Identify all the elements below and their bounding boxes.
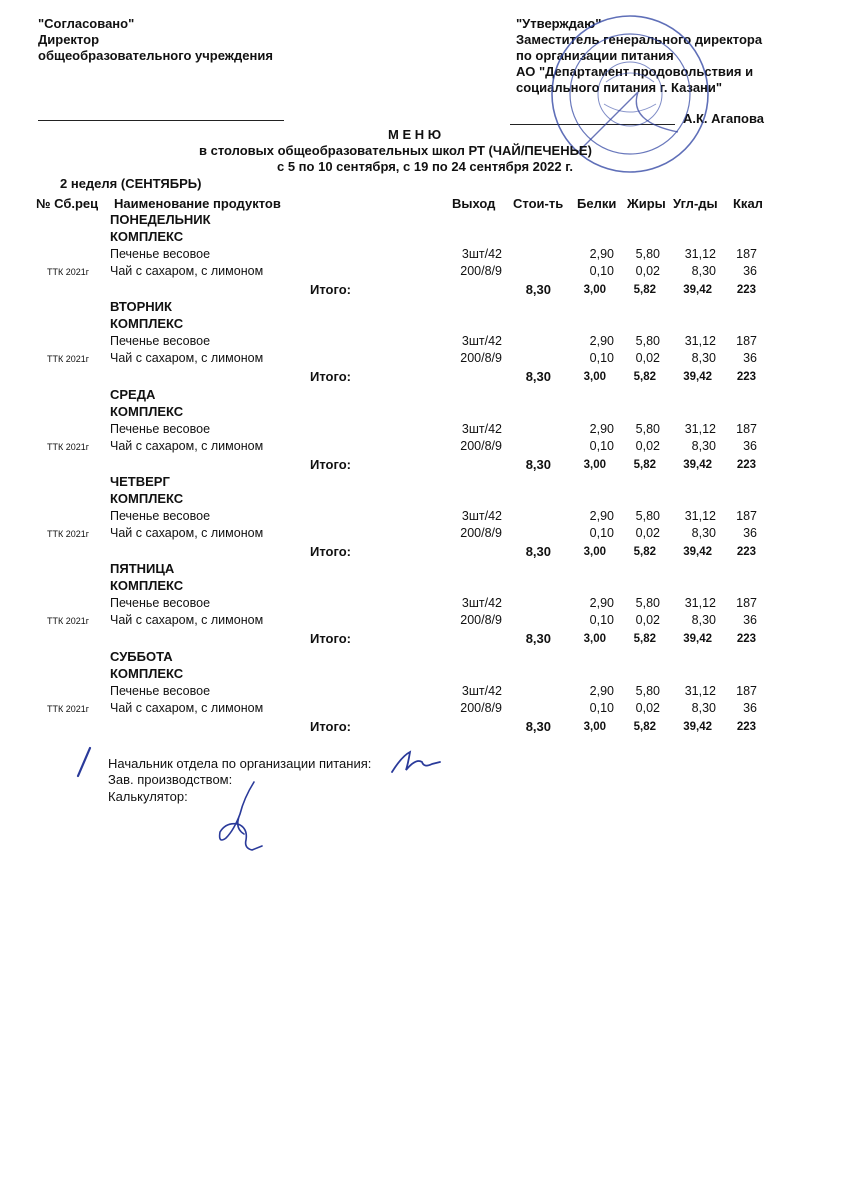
product-carbs: 8,30 [691,525,716,540]
product-protein: 2,90 [589,247,614,261]
product-kcal: 187 [736,508,757,523]
approval-right-line2: по организации питания [516,48,674,63]
total-cost: 8,30 [525,543,551,559]
total-kcal: 223 [736,458,756,471]
product-protein: 0,10 [589,351,614,366]
total-carbs: 39,42 [683,284,712,296]
product-fat: 5,80 [635,508,660,523]
product-fat: 5,80 [635,683,660,698]
menu-subtitle: в столовых общеобразовательных школ РТ (ЧАЙ/ПЕЧЕНЬЕ) [199,143,592,158]
product-fat: 0,02 [635,264,660,278]
col-yield: Выход [452,196,496,211]
product-yield: 3шт/42 [461,334,502,349]
sign-production-label: Зав. производством: [108,772,233,787]
total-kcal: 223 [736,371,756,384]
total-fat: 5,82 [633,720,656,733]
total-fat: 5,82 [633,284,656,296]
recipe-ref: ТТК 2021г [47,528,90,539]
product-kcal: 36 [743,264,757,278]
product-yield: 3шт/42 [461,596,502,611]
product-protein: 0,10 [589,525,614,540]
product-yield: 200/8/9 [460,351,502,366]
left-signature-line [38,120,284,121]
product-name: Чай с сахаром, с лимоном [110,525,264,540]
recipe-ref: ТТК 2021г [47,616,90,627]
product-name: Печенье весовое [110,334,211,349]
total-cost: 8,30 [525,718,551,734]
day-name: ПЯТНИЦА [110,561,175,577]
product-fat: 5,80 [635,596,660,611]
recipe-ref: ТТК 2021г [47,703,90,714]
week-label: 2 неделя (СЕНТЯБРЬ) [60,176,202,191]
product-yield: 3шт/42 [461,683,502,698]
product-carbs: 8,30 [691,351,716,366]
product-fat: 0,02 [635,525,660,540]
total-label: Итого: [310,631,351,647]
product-yield: 200/8/9 [460,264,502,278]
product-yield: 3шт/42 [461,508,502,523]
col-fat: Жиры [627,196,666,211]
recipe-ref: ТТК 2021г [47,354,90,365]
total-cost: 8,30 [525,282,551,297]
complex-label: КОМПЛЕКС [110,490,184,506]
total-fat: 5,82 [633,633,656,646]
product-protein: 2,90 [589,596,614,611]
product-name: Печенье весовое [110,421,211,436]
product-carbs: 31,12 [684,683,716,698]
product-fat: 5,80 [635,247,660,261]
total-protein: 3,00 [583,633,606,646]
day-name: ЧЕТВЕРГ [110,473,170,489]
product-yield: 200/8/9 [460,438,502,453]
col-num: № Сб.рец [36,196,99,211]
product-kcal: 187 [736,247,757,261]
sign-head-label: Начальник отдела по организации питания: [108,756,372,771]
total-kcal: 223 [736,633,756,646]
total-label: Итого: [310,456,351,472]
product-fat: 5,80 [635,421,660,436]
product-yield: 3шт/42 [461,247,502,261]
product-protein: 0,10 [589,264,614,278]
product-carbs: 8,30 [691,438,716,453]
product-name: Чай с сахаром, с лимоном [110,613,264,628]
product-protein: 2,90 [589,508,614,523]
product-name: Чай с сахаром, с лимоном [110,351,264,366]
approval-right-line4: социального питания г. Казани" [516,80,723,95]
total-fat: 5,82 [633,545,656,558]
approval-left-org: общеобразовательного учреждения [38,48,273,63]
recipe-ref: ТТК 2021г [47,267,90,277]
complex-label: КОМПЛЕКС [110,229,184,244]
approver-name: А.К. Агапова [683,111,765,126]
total-carbs: 39,42 [683,633,712,646]
product-kcal: 187 [736,596,757,611]
product-protein: 2,90 [589,421,614,436]
product-yield: 200/8/9 [460,525,502,540]
product-name: Чай с сахаром, с лимоном [110,438,264,453]
total-label: Итого: [310,718,351,734]
day-name: СРЕДА [110,386,156,402]
approval-right-line1: Заместитель генерального директора [516,32,763,47]
product-name: Печенье весовое [110,508,211,523]
product-fat: 0,02 [635,351,660,366]
product-carbs: 31,12 [684,508,716,523]
product-protein: 0,10 [589,438,614,453]
product-kcal: 36 [743,613,757,628]
complex-label: КОМПЛЕКС [110,578,184,594]
total-protein: 3,00 [583,371,606,384]
complex-label: КОМПЛЕКС [110,316,184,332]
product-kcal: 187 [736,683,757,698]
calculator-signature [204,778,268,854]
total-kcal: 223 [736,545,756,558]
product-carbs: 8,30 [691,264,716,278]
product-fat: 0,02 [635,700,660,715]
product-protein: 2,90 [589,334,614,349]
approval-left-title: "Согласовано" [38,16,135,31]
product-carbs: 31,12 [684,247,716,261]
total-carbs: 39,42 [683,371,712,384]
product-protein: 2,90 [589,683,614,698]
col-protein: Белки [577,196,617,211]
product-carbs: 31,12 [684,596,716,611]
total-label: Итого: [310,369,351,385]
complex-label: КОМПЛЕКС [110,665,184,681]
total-kcal: 223 [736,284,756,296]
product-kcal: 187 [736,334,757,349]
total-fat: 5,82 [633,371,656,384]
product-carbs: 8,30 [691,700,716,715]
total-protein: 3,00 [583,720,606,733]
product-name: Печенье весовое [110,596,211,611]
margin-signature-mark [74,746,94,780]
total-fat: 5,82 [633,458,656,471]
col-carbs: Угл-ды [673,196,718,211]
total-kcal: 223 [736,720,756,733]
product-kcal: 187 [736,421,757,436]
total-cost: 8,30 [525,631,551,647]
approval-right-title: "Утверждаю" [516,16,602,31]
total-protein: 3,00 [583,545,606,558]
product-protein: 0,10 [589,613,614,628]
col-name: Наименование продуктов [114,196,281,211]
total-protein: 3,00 [583,458,606,471]
col-kcal: Ккал [733,196,763,211]
product-name: Чай с сахаром, с лимоном [110,264,264,278]
total-cost: 8,30 [525,456,551,472]
product-yield: 3шт/42 [461,421,502,436]
head-signature [388,748,444,776]
product-name: Чай с сахаром, с лимоном [110,700,264,715]
total-carbs: 39,42 [683,458,712,471]
product-fat: 5,80 [635,334,660,349]
menu-title: М Е Н Ю [388,127,442,142]
product-kcal: 36 [743,438,757,453]
total-protein: 3,00 [583,284,606,296]
total-label: Итого: [310,543,351,559]
recipe-ref: ТТК 2021г [47,441,90,452]
day-name: ВТОРНИК [110,299,172,315]
col-cost: Стои-ть [513,196,564,211]
sign-calculator-label: Калькулятор: [108,789,188,804]
product-kcal: 36 [743,525,757,540]
product-name: Печенье весовое [110,683,211,698]
product-fat: 0,02 [635,438,660,453]
total-cost: 8,30 [525,369,551,385]
approval-right-line3: АО "Департамент продовольствия и [516,64,754,79]
total-label: Итого: [310,282,351,297]
product-fat: 0,02 [635,613,660,628]
product-carbs: 31,12 [684,421,716,436]
approval-left [38,16,273,64]
product-kcal: 36 [743,700,757,715]
product-kcal: 36 [743,351,757,366]
day-name: ПОНЕДЕЛЬНИК [110,212,211,227]
product-protein: 0,10 [589,700,614,715]
product-carbs: 8,30 [691,613,716,628]
menu-dates: с 5 по 10 сентября, с 19 по 24 сентября 2022 г. [277,159,573,174]
day-name: СУББОТА [110,648,173,664]
product-carbs: 31,12 [684,334,716,349]
product-name: Печенье весовое [110,247,211,261]
approval-left-role: Директор [38,32,100,47]
product-yield: 200/8/9 [460,613,502,628]
product-yield: 200/8/9 [460,700,502,715]
complex-label: КОМПЛЕКС [110,403,184,419]
total-carbs: 39,42 [683,545,712,558]
total-carbs: 39,42 [683,720,712,733]
